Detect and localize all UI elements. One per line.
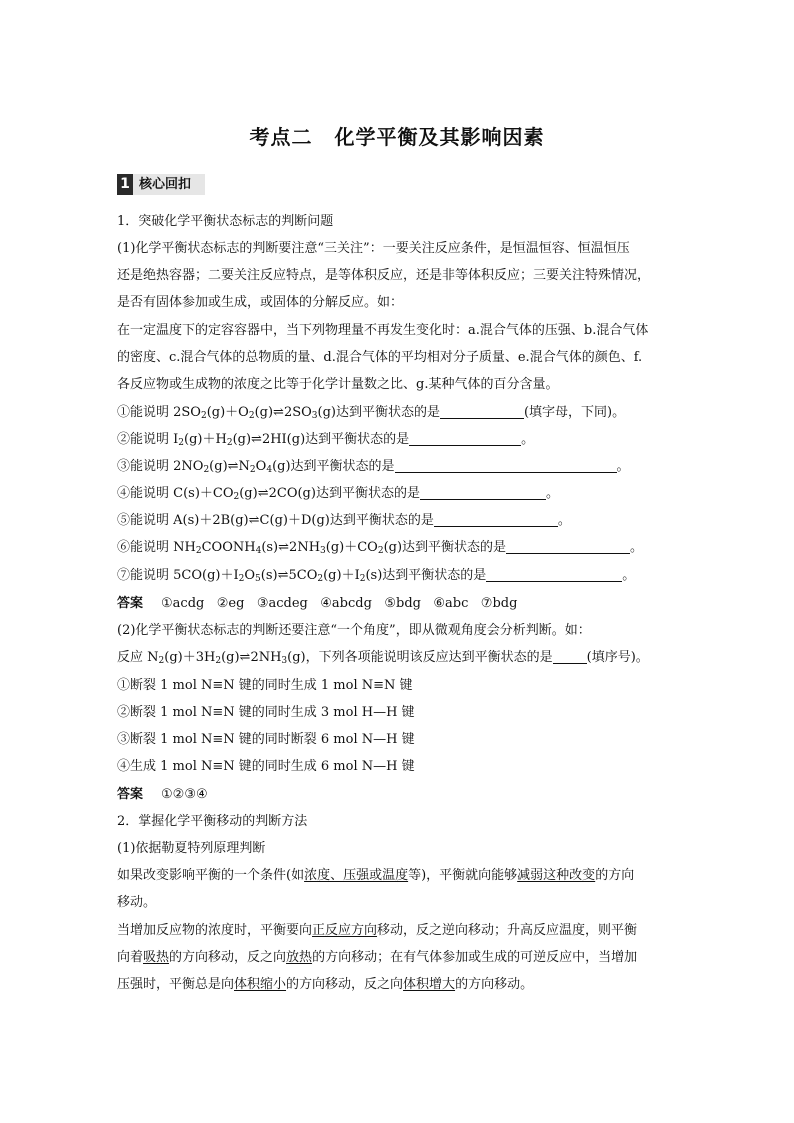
section-number: 1 [117, 174, 133, 195]
question-3: ③能说明 $2NO_2(g)\rightleftharpoons N_2O_4(g)$达到平衡状态的是 。 [117, 459, 630, 475]
question-2: ②能说明 $I_2(g)+H_2(g)\rightleftharpoons 2HI(g)$达到平衡状态的是 。 [117, 432, 535, 448]
underlined-term: 体积增大 [403, 977, 456, 992]
option-2: ②断裂 1 mol N≡N 键的同时生成 3 mol H—H 键 [117, 705, 415, 720]
option-3: ③断裂 1 mol N≡N 键的同时断裂 6 mol N—H 键 [117, 732, 415, 747]
answer-label: 答案 [117, 596, 144, 611]
underlined-term: 体积缩小 [234, 977, 287, 992]
answer-blank[interactable] [434, 512, 558, 527]
paragraph-line: 移动。 [117, 895, 157, 910]
heading-1: 1．突破化学平衡状态标志的判断问题 [117, 214, 334, 229]
option-4: ④生成 1 mol N≡N 键的同时生成 6 mol N—H 键 [117, 759, 415, 774]
paragraph-line: 的密度、c.混合气体的总物质的量、d.混合气体的平均相对分子质量、e.混合气体的颜色、f. [117, 350, 643, 365]
underlined-term: 减弱这种改变 [517, 868, 596, 883]
option-1: ①断裂 1 mol N≡N 键的同时生成 1 mol N≡N 键 [117, 678, 413, 693]
page-title [0, 121, 794, 150]
paragraph-line: (1)化学平衡状态标志的判断要注意“三关注”：一要关注反应条件，是恒温恒容、恒温恒压 [117, 241, 630, 256]
answer-blank[interactable] [420, 485, 546, 500]
equilibrium-arrow-icon: ⇌ [277, 568, 289, 583]
reaction-question: 反应 $N_2(g)+3H_2(g)\rightleftharpoons 2NH_3(g)$，下列各项能说明该反应达到平衡状态的是 (填序号)。 [117, 650, 649, 666]
equilibrium-arrow-icon: ⇌ [227, 459, 239, 474]
section-header [117, 174, 205, 195]
section-label: 核心回扣 [139, 177, 192, 192]
answer-blank[interactable] [395, 458, 617, 473]
answer-1: 答案 ①acdg ②eg ③acdeg ④abcdg ⑤bdg ⑥abc ⑦bdg [117, 596, 518, 611]
underlined-term: 浓度、压强或温度 [304, 868, 409, 883]
answer-blank[interactable] [486, 567, 622, 582]
equilibrium-arrow-icon: ⇌ [278, 540, 290, 555]
underlined-term: 吸热 [143, 950, 170, 965]
answer-blank[interactable] [553, 649, 587, 664]
paragraph-line: 是否有固体参加或生成，或固体的分解反应。如： [117, 295, 404, 310]
title-part2: 化学平衡及其影响因素 [334, 125, 545, 149]
answer-blank[interactable] [440, 404, 524, 419]
equilibrium-arrow-icon: ⇌ [239, 650, 251, 665]
paragraph-line: 各反应物或生成物的浓度之比等于化学计量数之比、g.某种气体的百分含量。 [117, 377, 559, 392]
subheading: (1)依据勒夏特列原理判断 [117, 841, 266, 856]
question-5: ⑤能说明 A(s)＋2B(g)⇌C(g)＋D(g)达到平衡状态的是 。 [117, 513, 571, 528]
paragraph-line: 向着吸热的方向移动，反之向放热的方向移动；在有气体参加或生成的可逆反应中，当增加 [117, 950, 638, 965]
heading-2: 2．掌握化学平衡移动的判断方法 [117, 814, 308, 829]
paragraph-line: 在一定温度下的定容容器中，当下列物理量不再发生变化时：a.混合气体的压强、b.混合气体 [117, 323, 649, 338]
answer-blank[interactable] [409, 431, 521, 446]
equilibrium-arrow-icon: ⇌ [251, 432, 262, 447]
paragraph-line: 如果改变影响平衡的一个条件(如浓度、压强或温度等)，平衡就向能够减弱这种改变的方向 [117, 868, 635, 883]
paragraph-line: 还是绝热容器；二要关注反应特点，是等体积反应，还是非等体积反应；三要关注特殊情况， [117, 268, 651, 283]
answer-2: 答案 ①②③④ [117, 787, 208, 802]
paragraph-line: 当增加反应物的浓度时，平衡要向正反应方向移动，反之逆向移动；升高反应温度，则平衡 [117, 923, 638, 938]
underlined-term: 正反应方向 [312, 923, 378, 938]
paragraph-line: 压强时，平衡总是向体积缩小的方向移动，反之向体积增大的方向移动。 [117, 977, 534, 992]
answer-blank[interactable] [506, 539, 630, 554]
answer-label: 答案 [117, 787, 144, 802]
title-part1: 考点二 [249, 125, 313, 149]
question-4: ④能说明 $C(s)+CO_2(g)\rightleftharpoons 2CO(g)$达到平衡状态的是 。 [117, 486, 559, 502]
question-7: ⑦能说明 $5CO(g)+I_2O_5(s)\rightleftharpoons 5CO_2(g)+I_2(s)$达到平衡状态的是 。 [117, 568, 636, 584]
underlined-term: 放热 [286, 950, 313, 965]
equilibrium-arrow-icon: ⇌ [248, 513, 260, 528]
equilibrium-arrow-icon: ⇌ [273, 405, 284, 420]
equilibrium-arrow-icon: ⇌ [257, 486, 269, 501]
question-1: ①能说明 $2SO_2(g)+O_2(g)\rightleftharpoons 2SO_3(g)$达到平衡状态的是 (填字母，下同)。 [117, 405, 626, 421]
question-6: ⑥能说明 $NH_2COONH_4(s)\rightleftharpoons 2NH_3(g)+CO_2(g)$达到平衡状态的是 。 [117, 540, 644, 556]
paragraph-line: (2)化学平衡状态标志的判断还要注意“一个角度”，即从微观角度会分析判断。如： [117, 623, 591, 638]
